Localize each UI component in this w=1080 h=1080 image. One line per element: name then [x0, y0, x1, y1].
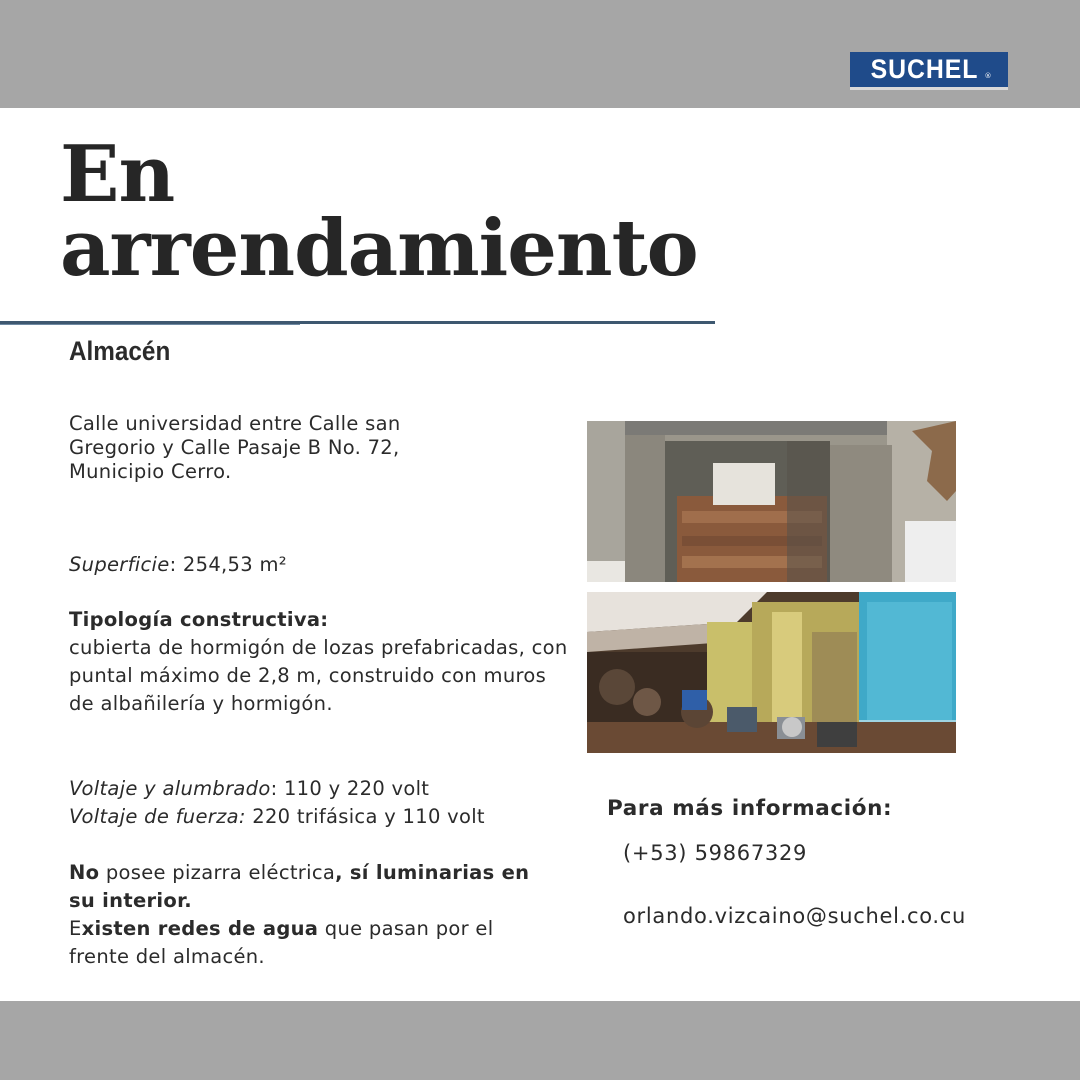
electrical-note-text: posee pizarra eléctrica	[99, 861, 336, 884]
headline-divider-accent	[0, 324, 300, 325]
surface-value: : 254,53 m²	[169, 553, 287, 576]
electrical-note-no: No	[69, 861, 100, 884]
voltage-block	[69, 775, 569, 831]
suchel-logo	[850, 52, 1008, 90]
warehouse-interior-photo	[587, 592, 956, 753]
power-voltage-label: Voltaje de fuerza:	[69, 805, 246, 828]
notes-block	[69, 859, 539, 971]
property-type-title: Almacén	[69, 336, 171, 366]
contact-email[interactable]: orlando.vizcaino@suchel.co.cu	[623, 904, 967, 928]
contact-title: Para más información:	[607, 796, 893, 821]
warehouse-entrance-photo	[587, 421, 956, 582]
electrical-note	[69, 859, 539, 915]
water-note-text: que pasan por el frente del almacén.	[69, 917, 494, 968]
water-note-bold: xisten redes de agua	[81, 917, 319, 940]
warehouse-entrance-image	[587, 421, 956, 582]
electrical-note-lighting: , sí luminarias en su interior.	[69, 861, 530, 912]
lighting-voltage-line	[69, 775, 569, 803]
lighting-voltage-label: Voltaje y alumbrado	[69, 777, 271, 800]
logo-registered-mark: ®	[984, 71, 992, 80]
contact-phone[interactable]: (+53) 59867329	[623, 841, 808, 865]
water-note-initial: E	[69, 917, 82, 940]
headline-line-2: arrendamiento	[60, 203, 698, 294]
surface-line	[69, 551, 569, 579]
typology-label: Tipología constructiva:	[69, 608, 329, 631]
typology-text: cubierta de hormigón de lozas prefabricadas, con puntal máximo de 2,8 m, construido con muros de albañilería y hormigón.	[69, 636, 568, 715]
power-voltage-line	[69, 803, 569, 831]
headline-line-1: En	[60, 129, 175, 220]
lighting-voltage-value: : 110 y 220 volt	[270, 777, 430, 800]
bottom-band	[0, 1001, 1080, 1080]
headline	[60, 129, 698, 294]
logo-wordmark: SUCHEL	[871, 54, 979, 84]
address-text: Calle universidad entre Calle san Gregorio y Calle Pasaje B No. 72, Municipio Cerro.	[69, 412, 401, 483]
water-note	[69, 915, 539, 971]
power-voltage-value: 220 trifásica y 110 volt	[245, 805, 485, 828]
typology-block	[69, 606, 569, 718]
warehouse-interior-image	[587, 592, 956, 753]
surface-label: Superficie	[69, 553, 170, 576]
